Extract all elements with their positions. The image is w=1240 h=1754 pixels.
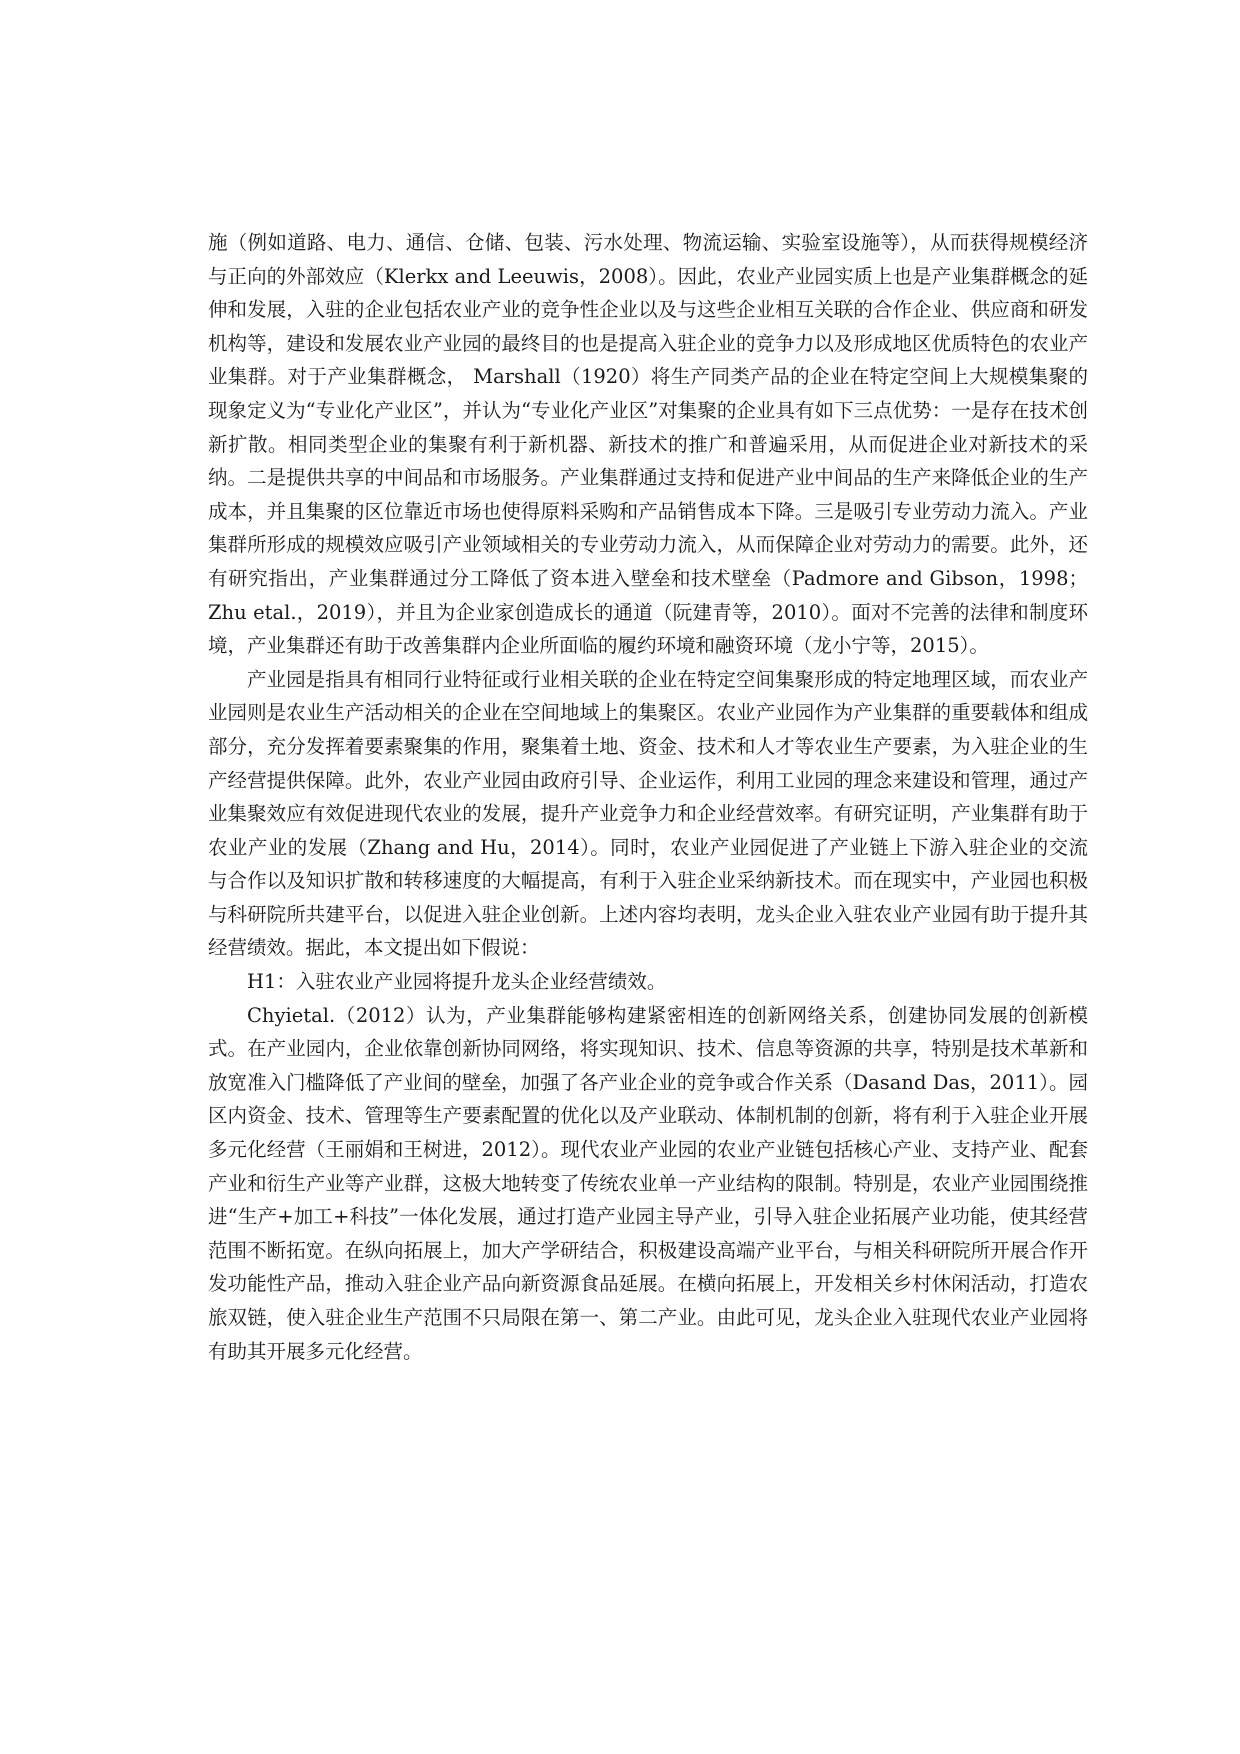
paragraph-hypothesis-h1: H1：入驻农业产业园将提升龙头企业经营绩效。	[247, 970, 667, 994]
paragraph-industrial-cluster-concept: 施（例如道路、电力、通信、仓储、包装、污水处理、物流运输、实验室设施等），从而获得规模经济与正向的外部效应（Klerkx and Leeuwis，2008）。因此，农业产业园实质上也是产业集群概念的延伸和发展，入驻的企业包括农业产业的竞争性企业以及与这些企业相互关联的合作企业、供应商和研发机构等，建设和发展农业产业园的最终目的也是提高入驻企业的竞争力以及形成地区优质特色的农业产业集群。对于产业集群概念， Marshall（1920）将生产同类产品的企业在特定空间上大规模集聚的现象定义为“专业化产业区”，并认为“专业化产业区”对集聚的企业具有如下三点优势：一是存在技术创新扩散。相同类型企业的集聚有利于新机器、新技术的推广和普遍采用，从而促进企业对新技术的采纳。二是提供共享的中间品和市场服务。产业集群通过支持和促进产业中间品的生产来降低企业的生产成本，并且集聚的区位靠近市场也使得原料采购和产品销售成本下降。三是吸引专业劳动力流入。产业集群所形成的规模效应吸引产业领域相关的专业劳动力流入，从而保障企业对劳动力的需要。此外，还有研究指出，产业集群通过分工降低了资本进入壁垒和技术壁垒（Padmore and Gibson，1998；Zhu etal.，2019），并且为企业家创造成长的通道（阮建青等，2010）。面对不完善的法律和制度环境，产业集群还有助于改善集群内企业所面临的履约环境和融资环境（龙小宁等，2015）。	[208, 231, 1088, 658]
paragraph-industrial-park-definition: 产业园是指具有相同行业特征或行业相关联的企业在特定空间集聚形成的特定地理区域，而农业产业园则是农业生产活动相关的企业在空间地域上的集聚区。农业产业园作为产业集群的重要载体和组成部分，充分发挥着要素聚集的作用，聚集着土地、资金、技术和人才等农业生产要素，为入驻企业的生产经营提供保障。此外，农业产业园由政府引导、企业运作，利用工业园的理念来建设和管理，通过产业集聚效应有效促进现代农业的发展，提升产业竞争力和企业经营效率。有研究证明，产业集群有助于农业产业的发展（Zhang and Hu，2014）。同时，农业产业园促进了产业链上下游入驻企业的交流与合作以及知识扩散和转移速度的大幅提高，有利于入驻企业采纳新技术。而在现实中，产业园也积极与科研院所共建平台，以促进入驻企业创新。上述内容均表明，龙头企业入驻农业产业园有助于提升其经营绩效。据此，本文提出如下假说：	[208, 667, 1088, 960]
paragraph-innovation-network: Chyietal.（2012）认为，产业集群能够构建紧密相连的创新网络关系，创建协同发展的创新模式。在产业园内，企业依靠创新协同网络，将实现知识、技术、信息等资源的共享，特别是技术革新和放宽准入门槛降低了产业间的壁垒，加强了各产业企业的竞争或合作关系（Dasand Das，2011）。园区内资金、技术、管理等生产要素配置的优化以及产业联动、体制机制的创新，将有利于入驻企业开展多元化经营（王丽娟和王树进，2012）。现代农业产业园的农业产业链包括核心产业、支持产业、配套产业和衍生产业等产业群，这极大地转变了传统农业单一产业结构的限制。特别是，农业产业园围绕推进“生产+加工+科技”一体化发展，通过打造产业园主导产业，引导入驻企业拓展产业功能，使其经营范围不断拓宽。在纵向拓展上，加大产学研结合，积极建设高端产业平台，与相关科研院所开展合作开发功能性产品，推动入驻企业产品向新资源食品延展。在横向拓展上，开发相关乡村休闲活动，打造农旅双链，使入驻企业生产范围不只局限在第一、第二产业。由此可见，龙头企业入驻现代农业产业园将有助其开展多元化经营。	[208, 1003, 1088, 1363]
body-text	[208, 226, 1088, 1368]
